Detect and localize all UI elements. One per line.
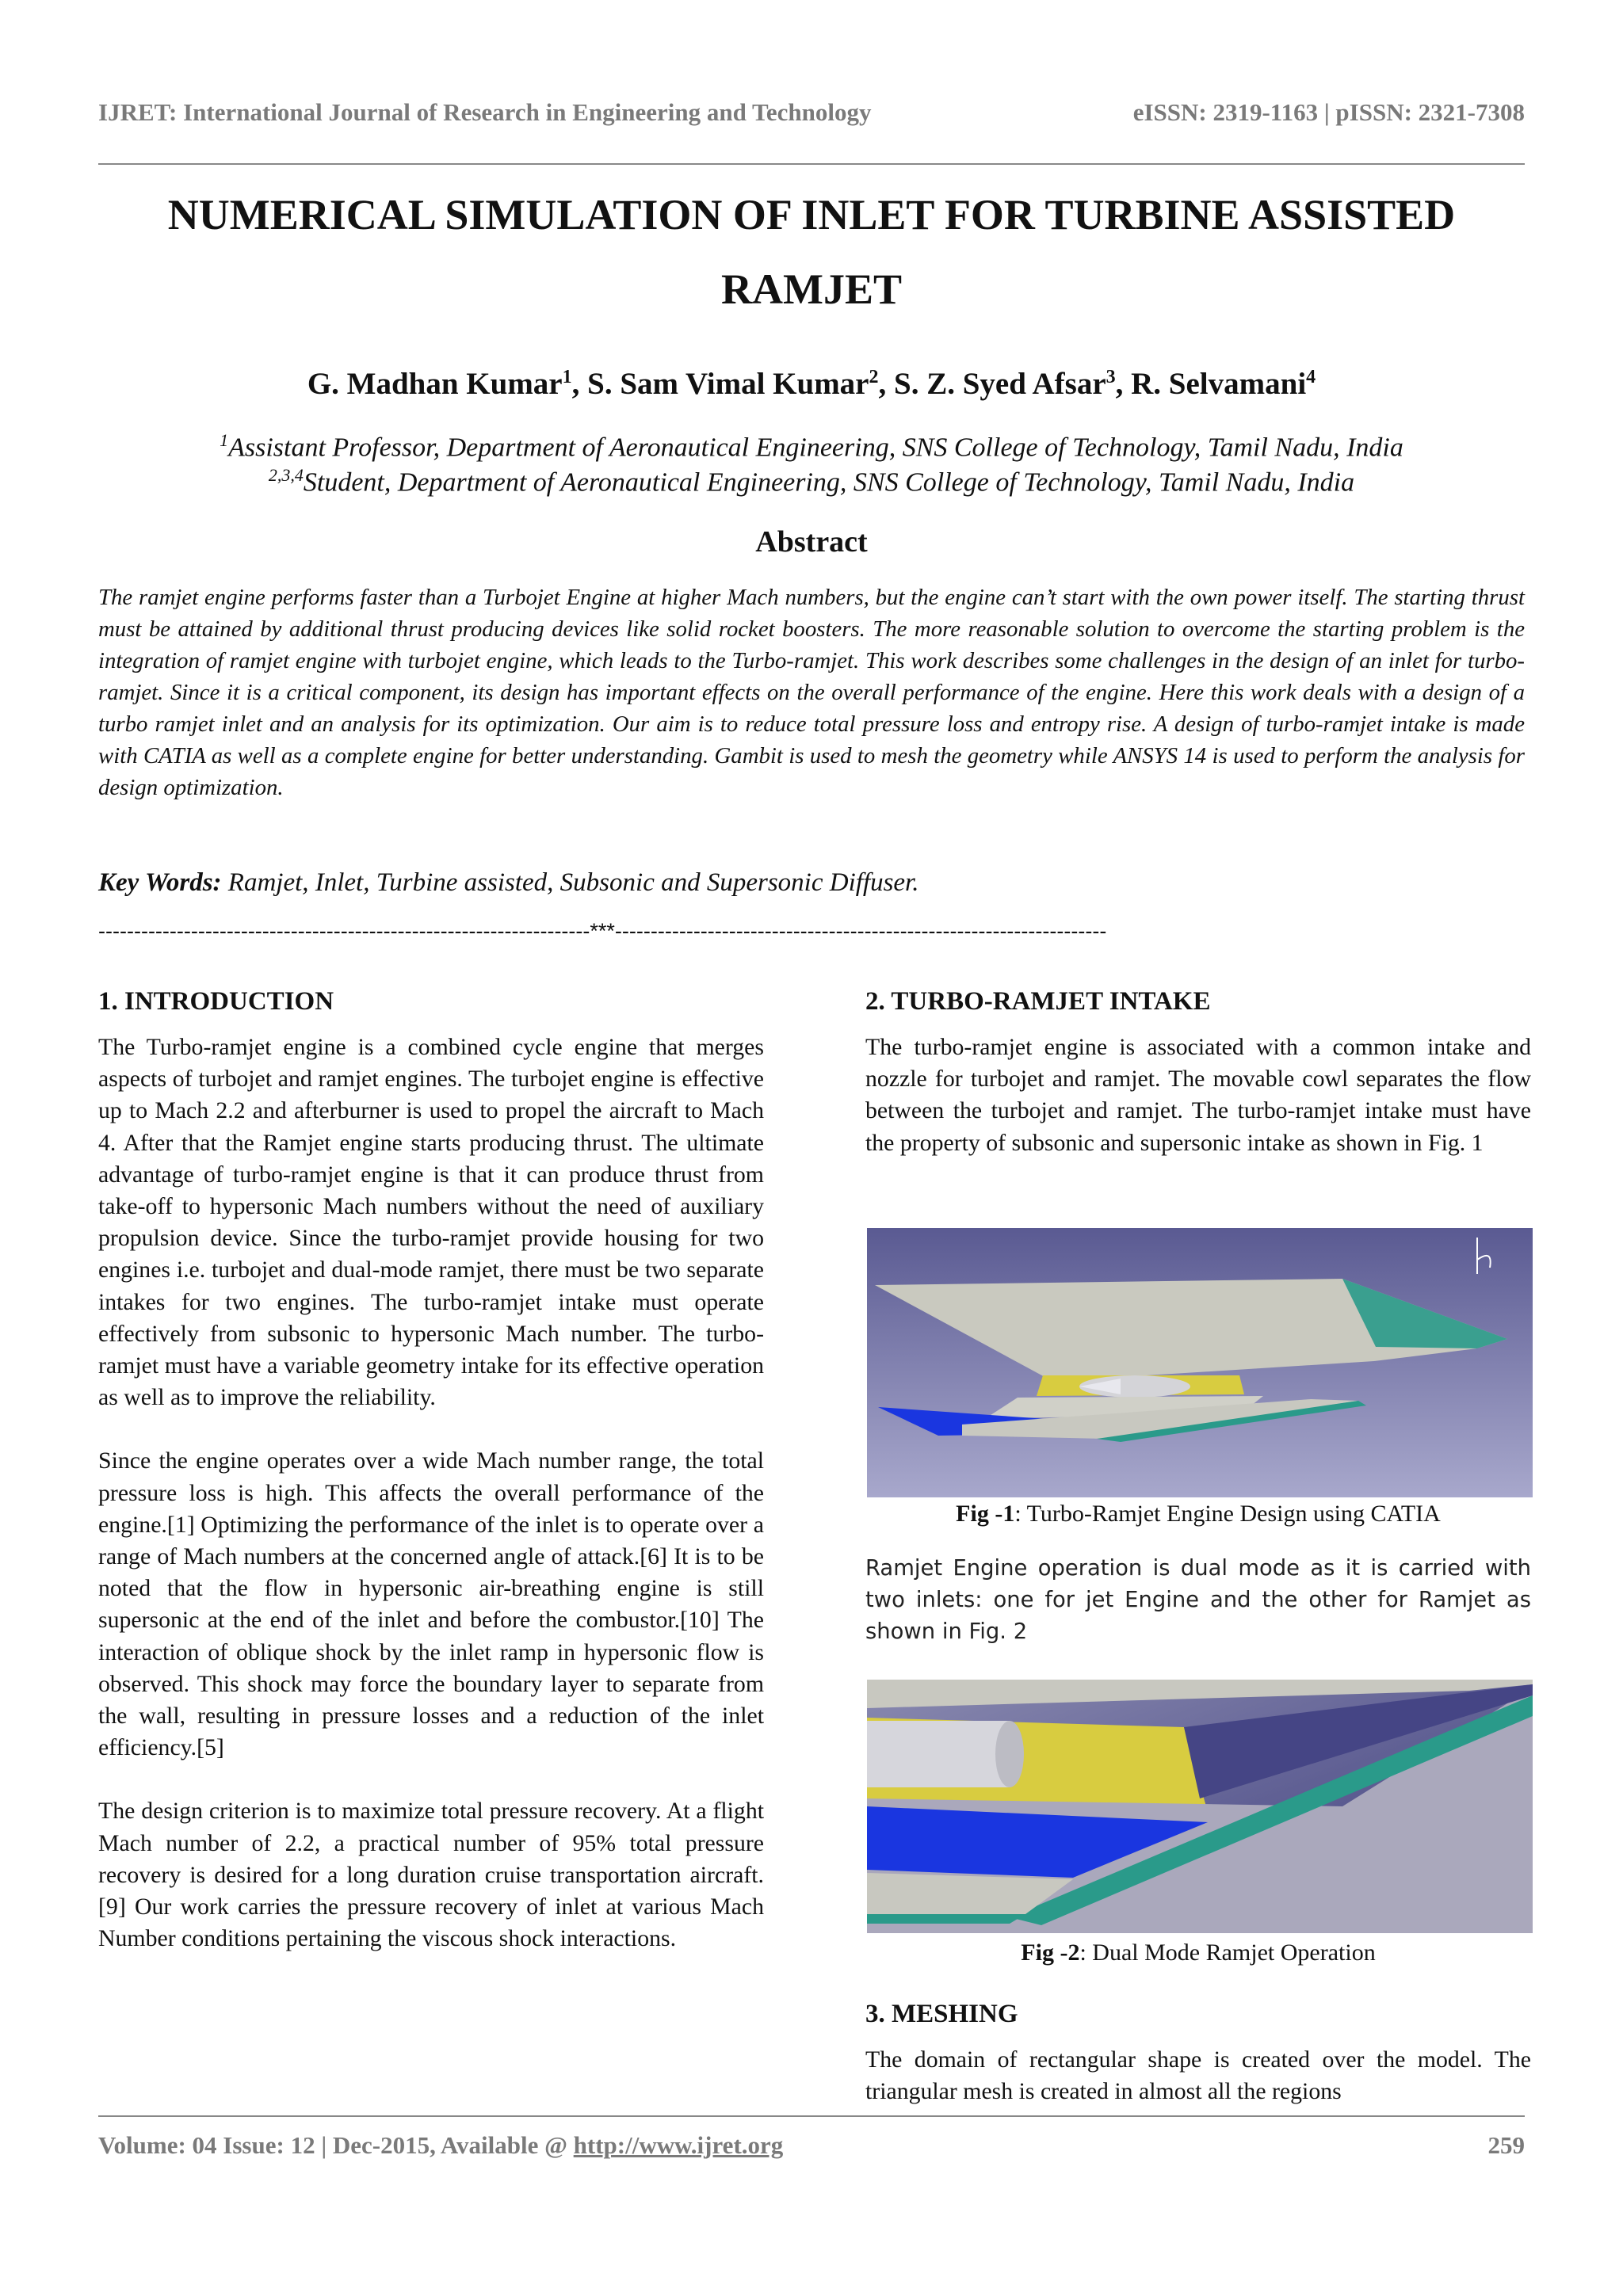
author-name: S. Sam Vimal Kumar (587, 367, 869, 401)
figure-1-caption-text: : Turbo-Ramjet Engine Design using CATIA (1014, 1501, 1441, 1527)
figure-1-caption (865, 1501, 1531, 1527)
intro-paragraph-2: Since the engine operates over a wide Mach number range, the total pressure loss is high. This affects the overall performance of the engine.[1] Optimizing the performance of the inlet is to operate over a range of Mach numbers at the concerned angle of attack.[6] It is to be noted that the flow in hypersonic air-breathing engine is still supersonic at the end of the inlet and before the combustor.[10] The interaction of oblique shock by the inlet ramp in hypersonic flow is observed. This shock may force the boundary layer to separate from the wall, resulting in pressure losses and a reduction of the inlet efficiency.[5] (98, 1447, 764, 1761)
figure-2-caption (865, 1939, 1531, 1966)
header-rule (98, 163, 1525, 165)
intro-paragraph-1: The Turbo-ramjet engine is a combined cycle engine that merges aspects of turbojet and ramjet engines. The turbojet engine is effective up to Mach 2.2 and afterburner is used to propel the aircraft to Mach 4. After that the Ramjet engine starts producing thrust. The ultimate advantage of turbo-ramjet engine is that it can produce thrust from take-off to hypersonic Mach numbers without the need of auxiliary propulsion device. Since the turbo-ramjet provide housing for two engines i.e. turbojet and dual-mode ramjet, there must be two separate intakes for two engines. The turbo-ramjet intake must operate effectively from subsonic to hypersonic Mach number. The turbo-ramjet must have a variable geometry intake for its effective operation as well as to improve the reliability. (98, 1034, 764, 1411)
author-name: R. Selvamani (1131, 367, 1307, 401)
author-name: G. Madhan Kumar (307, 367, 563, 401)
author-sep: , (1115, 367, 1132, 401)
keywords (98, 868, 1525, 898)
running-header (98, 98, 1525, 133)
ramjet-operation-paragraph: Ramjet Engine operation is dual mode as it is carried with two inlets: one for jet Engine and the other for Ramjet as shown in Fig. 2 (865, 1556, 1531, 1644)
left-column (98, 986, 764, 1955)
abstract-heading: Abstract (755, 525, 868, 559)
journal-link[interactable]: http://www.ijret.org (573, 2131, 784, 2159)
author-sup: 2 (869, 367, 879, 387)
author-sep: , (878, 367, 894, 401)
intake-paragraph: The turbo-ramjet engine is associated with a common intake and nozzle for turbojet and ramjet. The movable cowl separates the flow between the turbojet and ramjet. The turbo-ramjet intake must have the property of subsonic and supersonic intake as shown in Fig. 1 (865, 1034, 1531, 1156)
right-column-bottom (865, 1998, 1531, 2107)
footer-volume-text: Volume: 04 Issue: 12 | Dec-2015, Available @ (98, 2131, 574, 2159)
abstract-text: The ramjet engine performs faster than a Turbojet Engine at higher Mach numbers, but the engine can’t start with the own power itself. The starting thrust must be attained by additional thrust producing devices like solid rocket boosters. The more reasonable solution to overcome the starting problem is the integration of ramjet engine with turbojet engine, which leads to the Turbo-ramjet. This work describes some challenges in the design of an inlet for turbo-ramjet. Since it is a critical component, its design has important effects on the overall performance of the engine. Here this work deals with a design of a turbo ramjet inlet and an analysis for its optimization. Our aim is to reduce total pressure loss and entropy rise. A design of turbo-ramjet intake is made with CATIA as well as a complete engine for better understanding. Gambit is used to mesh the geometry while ANSYS 14 is used to perform the analysis for design optimization. (98, 585, 1525, 800)
section-heading-intake: 2. TURBO-RAMJET INTAKE (865, 987, 1211, 1016)
intro-paragraph-3: The design criterion is to maximize total pressure recovery. At a flight Mach number of 2.2, a practical number of 95% total pressure recovery is desired for a long duration cruise transportation aircraft.[9] Our work carries the pressure recovery of inlet at various Mach Number conditions pertaining the viscous shock interactions. (98, 1798, 764, 1952)
section-heading-introduction: 1. INTRODUCTION (98, 987, 334, 1016)
footer-rule (98, 2115, 1525, 2117)
figure-1-render (867, 1228, 1533, 1497)
fig2-pipe (867, 1721, 1010, 1787)
section-separator: ---------------------------------------------------------------------***--------------------------------------------------------------------- (98, 919, 1107, 943)
keywords-text: Ramjet, Inlet, Turbine assisted, Subsonic and Supersonic Diffuser. (221, 868, 919, 897)
right-column-top (865, 986, 1531, 1159)
title-line-1: NUMERICAL SIMULATION OF INLET FOR TURBINE ASSISTED (167, 191, 1456, 238)
affiliation-text: Assistant Professor, Department of Aeronautical Engineering, SNS College of Technology, Tamil Nadu, India (228, 433, 1403, 463)
affiliation-text: Student, Department of Aeronautical Engineering, SNS College of Technology, Tamil Nadu, India (303, 467, 1355, 498)
author-sup: 4 (1306, 367, 1316, 387)
fig2-lower-teal (867, 1914, 1025, 1924)
figure-2-label: Fig -2 (1021, 1939, 1080, 1966)
section-heading-meshing: 3. MESHING (865, 2000, 1018, 2028)
author-name: S. Z. Syed Afsar (894, 367, 1106, 401)
journal-name: IJRET: International Journal of Research in Engineering and Technology (98, 98, 872, 126)
page-number: 259 (1487, 2131, 1525, 2159)
author-sup: 1 (562, 367, 572, 387)
meshing-paragraph: The domain of rectangular shape is created over the model. The triangular mesh is created in almost all the regions (865, 2046, 1531, 2105)
issn-numbers: eISSN: 2319-1163 | pISSN: 2321-7308 (1132, 98, 1525, 126)
title-line-2: RAMJET (721, 265, 902, 313)
running-footer (98, 2131, 1525, 2166)
author-sup: 3 (1106, 367, 1116, 387)
footer-volume (98, 2131, 783, 2160)
figure-1-label: Fig -1 (956, 1501, 1015, 1527)
fig2-pipe-end (995, 1721, 1024, 1787)
affiliation-sup: 2,3,4 (268, 465, 304, 485)
affiliation-2 (98, 458, 1525, 500)
figure-2-render (867, 1680, 1533, 1933)
paper-title (98, 177, 1525, 326)
author-sep: , (571, 367, 588, 401)
keywords-label: Key Words: (98, 868, 222, 897)
figure-2-caption-text: : Dual Mode Ramjet Operation (1079, 1939, 1376, 1966)
author-list (98, 366, 1525, 402)
affiliation-sup: 1 (220, 430, 229, 450)
